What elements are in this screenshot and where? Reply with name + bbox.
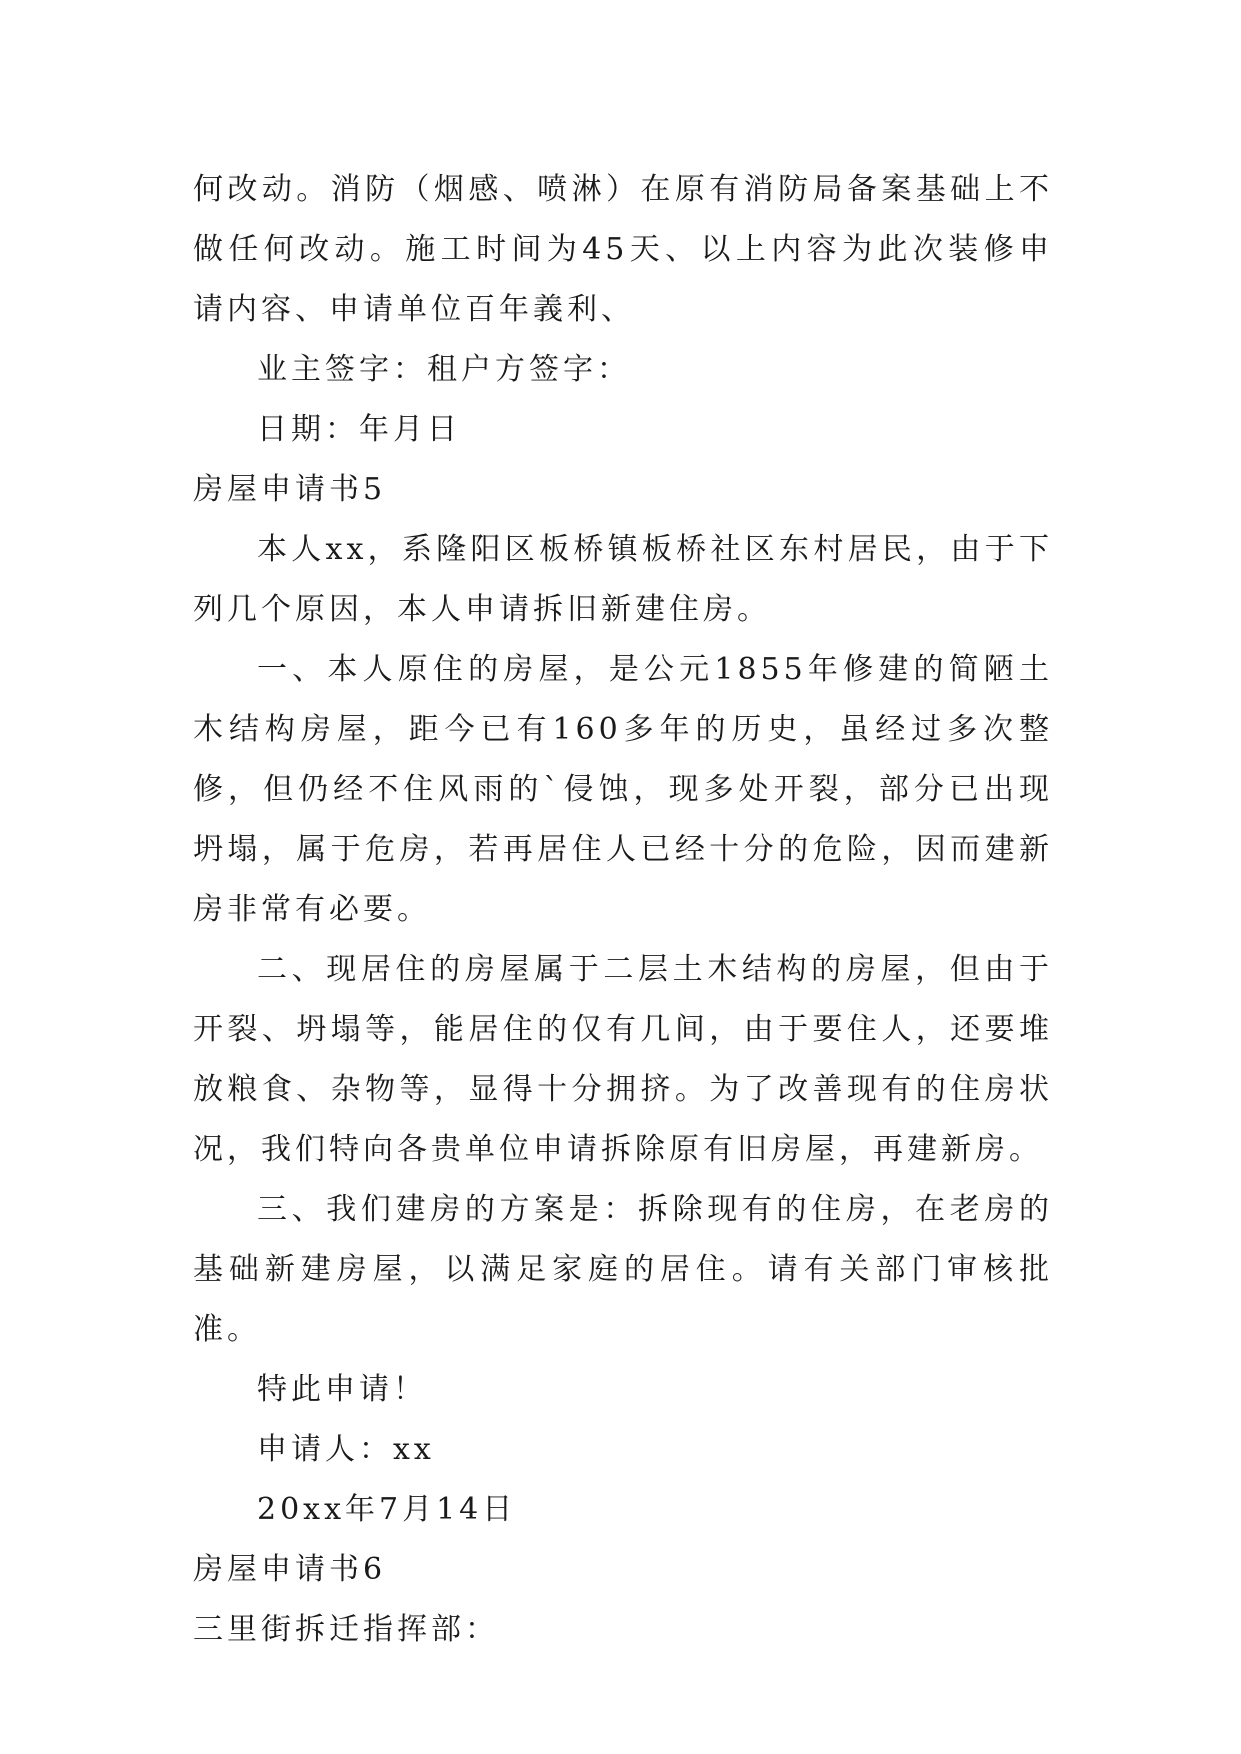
paragraph-reason-1: 一、本人原住的房屋，是公元1855年修建的简陋土木结构房屋，距今已有160多年的历史，虽经过多次整修，但仍经不住风雨的`侵蚀，现多处开裂，部分已出现坍塌，属于危房，若再居住人已经十分的危险，因而建新房非常有必要。 bbox=[193, 652, 1053, 927]
signature-line: 业主签字：租户方签字： bbox=[257, 352, 631, 387]
section-heading-5: 房屋申请书5 bbox=[193, 472, 387, 507]
paragraph-continuation: 何改动。消防（烟感、喷淋）在原有消防局备案基础上不做任何改动。施工时间为45天、以上内容为此次装修申请内容、申请单位百年義利、 bbox=[193, 172, 1053, 327]
section-heading-6: 房屋申请书6 bbox=[193, 1552, 387, 1587]
paragraph-intro: 本人xx，系隆阳区板桥镇板桥社区东村居民，由于下列几个原因，本人申请拆旧新建住房。 bbox=[193, 532, 1053, 627]
applicant-line: 申请人：xx bbox=[257, 1432, 435, 1467]
date-line: 日期：年月日 bbox=[257, 412, 461, 447]
addressee-line: 三里街拆迁指挥部： bbox=[193, 1612, 499, 1647]
paragraph-reason-2: 二、现居住的房屋属于二层土木结构的房屋，但由于开裂、坍塌等，能居住的仅有几间，由于要住人，还要堆放粮食、杂物等，显得十分拥挤。为了改善现有的住房状况，我们特向各贵单位申请拆除原有旧房屋，再建新房。 bbox=[193, 952, 1053, 1167]
closing-line: 特此申请！ bbox=[257, 1372, 427, 1407]
document-page bbox=[193, 160, 1053, 1660]
application-date: 20xx年7月14日 bbox=[257, 1492, 517, 1527]
paragraph-plan: 三、我们建房的方案是：拆除现有的住房，在老房的基础新建房屋，以满足家庭的居住。请有关部门审核批准。 bbox=[193, 1192, 1053, 1347]
